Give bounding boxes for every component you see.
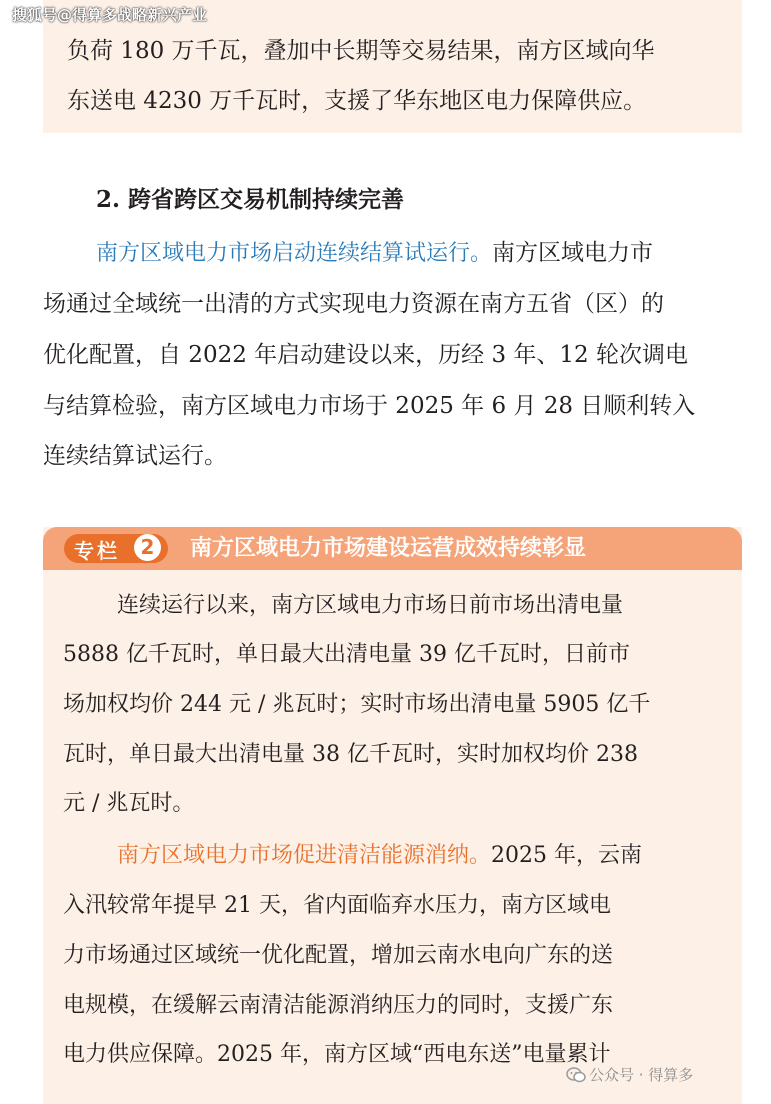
paragraph1-line-2: 场通过全域统一出清的方式实现电力资源在南方五省（区）的 [43,291,664,317]
column-badge-label: 专栏 [74,539,120,563]
wechat-icon [566,1067,586,1083]
box2-para1-line-5: 元 / 兆瓦时。 [63,791,195,816]
sohu-watermark: 搜狐号@得算多战略新兴产业 [12,6,208,24]
wechat-watermark [566,1064,693,1085]
column-box-header [43,527,742,570]
box2-para2-line-1-rest: 2025 年，云南 [491,843,642,868]
column-badge-number: 2 [134,534,161,561]
box2-para1-line-4: 瓦时，单日最大出清电量 38 亿千瓦时，实时加权均价 238 [63,742,638,767]
section-heading: 2. 跨省跨区交易机制持续完善 [96,186,405,213]
box2-para2-line-3: 力市场通过区域统一优化配置，增加云南水电向广东的送 [63,943,614,968]
box2-para1-line-3: 场加权均价 244 元 / 兆瓦时；实时市场出清电量 5905 亿千 [63,692,651,717]
paragraph1-line-5: 连续结算试运行。 [43,443,227,469]
box2-para2-line-2: 入汛较常年提早 21 天，省内面临弃水压力，南方区域电 [63,893,611,918]
paragraph1-line-3: 优化配置，自 2022 年启动建设以来，历经 3 年、12 轮次调电 [43,342,688,368]
box2-para2-line-4: 电规模，在缓解云南清洁能源消纳压力的同时，支援广东 [63,993,614,1018]
column-badge [64,534,168,563]
box2-para2-highlight: 南方区域电力市场促进清洁能源消纳。 [117,843,492,868]
paragraph1-line-4: 与结算检验，南方区域电力市场于 2025 年 6 月 28 日顺利转入 [43,393,696,419]
box2-para2-line-5: 电力供应保障。2025 年，南方区域“西电东送”电量累计 [63,1042,611,1067]
column-box-2 [43,527,742,1104]
wechat-watermark-text: 公众号 · 得算多 [589,1066,694,1084]
box2-para2-line-1 [117,843,642,869]
paragraph1-highlight: 南方区域电力市场启动连续结算试运行。 [96,241,493,266]
top-box-line-2: 东送电 4230 万千瓦时，支援了华东地区电力保障供应。 [67,88,647,114]
paragraph1-line-1 [96,239,653,268]
top-box-line-1: 负荷 180 万千瓦，叠加中长期等交易结果，南方区域向华 [67,38,655,64]
box2-para1-line-1: 连续运行以来，南方区域电力市场日前市场出清电量 [117,593,624,618]
paragraph1-line-1-rest: 南方区域电力市 [492,240,654,266]
column-box-title: 南方区域电力市场建设运营成效持续彰显 [190,536,587,561]
box2-para1-line-2: 5888 亿千瓦时，单日最大出清电量 39 亿千瓦时，日前市 [63,642,630,667]
